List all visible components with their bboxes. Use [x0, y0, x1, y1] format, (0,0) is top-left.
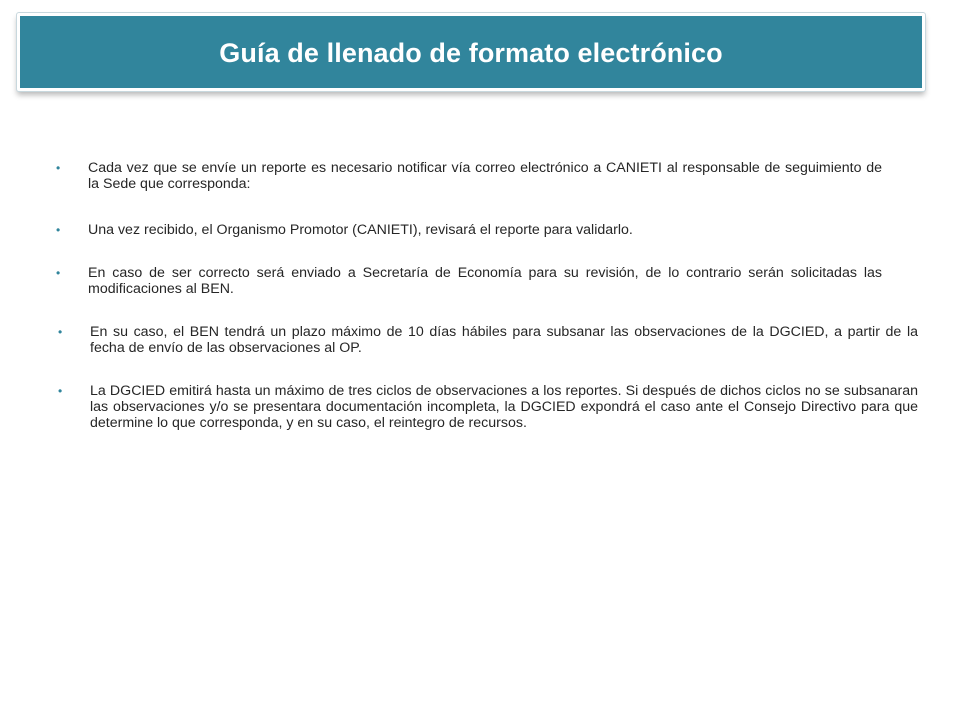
list-item-text: En caso de ser correcto será enviado a Secretaría de Economía para su revisión, de lo contrario serán solicitadas las modificaciones al BEN.: [88, 265, 882, 297]
bullet-dot-icon: •: [58, 384, 63, 398]
bullet-dot-icon: •: [56, 266, 61, 280]
list-item: [52, 383, 918, 431]
list-item: [52, 324, 918, 356]
list-item: [50, 160, 882, 192]
bullet-dot-icon: •: [58, 325, 63, 339]
title-banner: [17, 13, 925, 91]
list-item: [50, 222, 882, 238]
bullet-dot-icon: •: [56, 223, 61, 237]
list-item-text: Una vez recibido, el Organismo Promotor (CANIETI), revisará el reporte para validarlo.: [88, 222, 633, 238]
list-item-text: La DGCIED emitirá hasta un máximo de tres ciclos de observaciones a los reportes. Si después de dichos ciclos no se subsanaran las observaciones y/o se presentara documentación incompleta, la DGCIED expondrá el caso ante el Consejo Directivo para que determine lo que corresponda, y en su caso, el reintegro de recursos.: [90, 383, 918, 431]
list-item: [50, 265, 882, 297]
bullet-list: [50, 160, 918, 431]
list-item-text: Cada vez que se envíe un reporte es necesario notificar vía correo electrónico a CANIETI al responsable de seguimiento de la Sede que corresponda:: [88, 160, 882, 192]
page-title: Guía de llenado de formato electrónico: [219, 37, 723, 68]
bullet-dot-icon: •: [56, 161, 61, 175]
list-item-text: En su caso, el BEN tendrá un plazo máximo de 10 días hábiles para subsanar las observaciones de la DGCIED, a partir de la fecha de envío de las observaciones al OP.: [90, 324, 918, 356]
